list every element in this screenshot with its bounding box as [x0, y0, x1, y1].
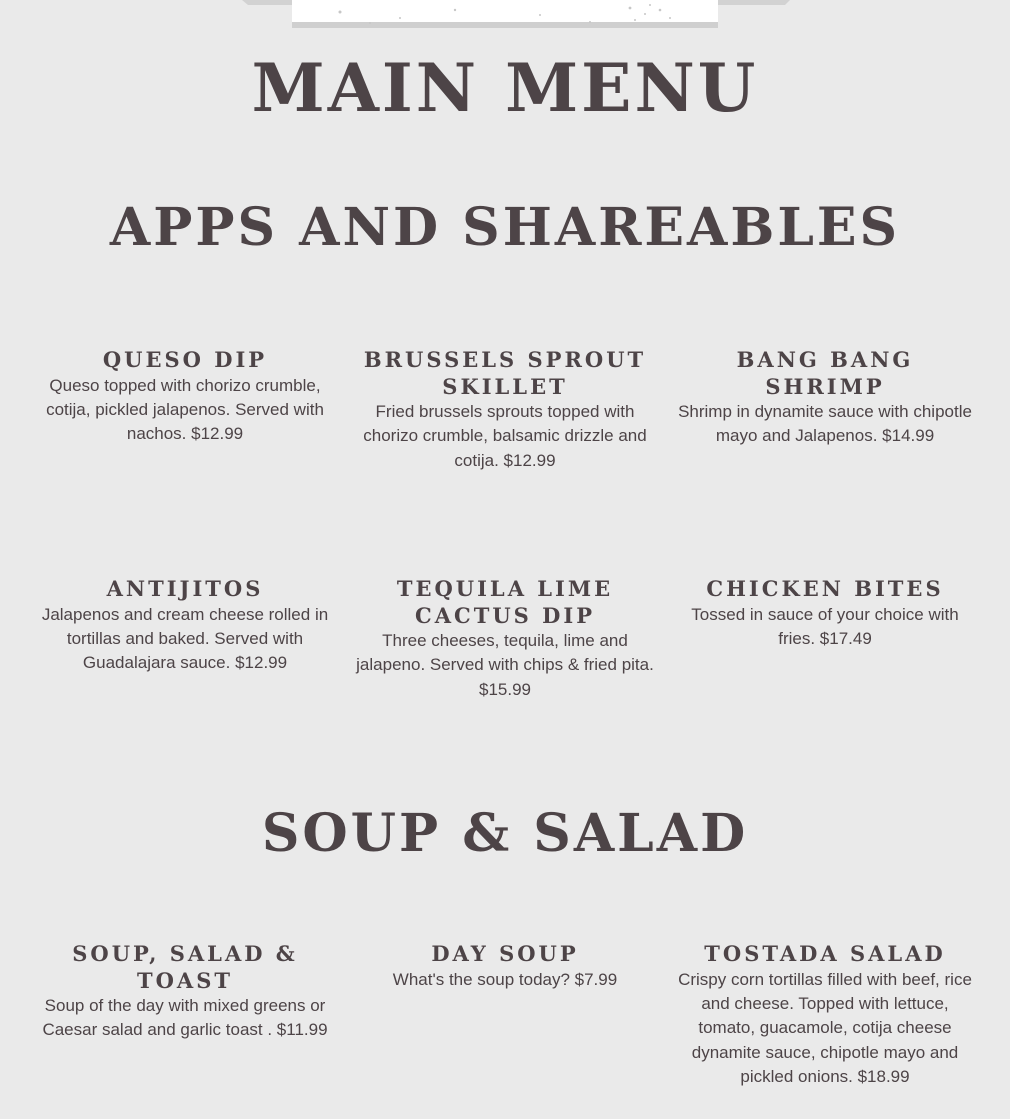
section-title-soup-salad: SOUP & SALAD	[261, 803, 749, 864]
menu-item	[675, 575, 975, 651]
menu-item	[675, 940, 975, 1090]
menu-item-name: TEQUILA LIME CACTUS DIP	[396, 576, 614, 628]
menu-banner-graphic	[240, 0, 790, 30]
menu-item-description: What's the soup today? $7.99	[392, 969, 618, 989]
menu-item-description: Jalapenos and cream cheese rolled in tortillas and baked. Served with Guadalajara sauce. $12.99	[41, 604, 329, 673]
menu-item-description: Shrimp in dynamite sauce with chipotle mayo and Jalapenos. $14.99	[678, 402, 972, 446]
menu-item	[355, 940, 655, 992]
menu-item-description: Soup of the day with mixed greens or Caesar salad and garlic toast . $11.99	[42, 996, 328, 1040]
menu-item	[35, 940, 335, 1043]
menu-item	[35, 575, 335, 676]
menu-item	[355, 575, 655, 702]
menu-item-name: SOUP, SALAD & TOAST	[72, 941, 298, 993]
menu-item-name: BRUSSELS SPROUT SKILLET	[363, 347, 647, 399]
menu-item-description: Fried brussels sprouts topped with chorizo crumble, balsamic drizzle and cotija. $12.99	[363, 402, 647, 470]
menu-item-description: Three cheeses, tequila, lime and jalapeno. Served with chips & fried pita. $15.99	[356, 631, 654, 699]
menu-item-name: CHICKEN BITES	[706, 576, 944, 601]
menu-item-name: BANG BANG SHRIMP	[736, 347, 914, 399]
menu-item-description: Crispy corn tortillas filled with beef, rice and cheese. Topped with lettuce, tomato, guacamole, cotija cheese dynamite sauce, chipotle mayo and pickled onions. $18.99	[678, 969, 972, 1087]
menu-item-description: Tossed in sauce of your choice with fries. $17.49	[691, 604, 959, 648]
menu-item-name: TOSTADA SALAD	[704, 941, 946, 966]
section-title-apps: APPS AND SHAREABLES	[109, 197, 901, 258]
menu-item	[355, 346, 655, 473]
menu-item-name: QUESO DIP	[102, 347, 268, 372]
menu-item-name: ANTIJITOS	[106, 576, 264, 601]
menu-item	[35, 346, 335, 447]
page-title: MAIN MENU	[251, 49, 759, 127]
menu-item-description: Queso topped with chorizo crumble, cotija, pickled jalapenos. Served with nachos. $12.99	[46, 375, 324, 444]
menu-item	[675, 346, 975, 449]
menu-item-name: DAY SOUP	[431, 941, 579, 966]
